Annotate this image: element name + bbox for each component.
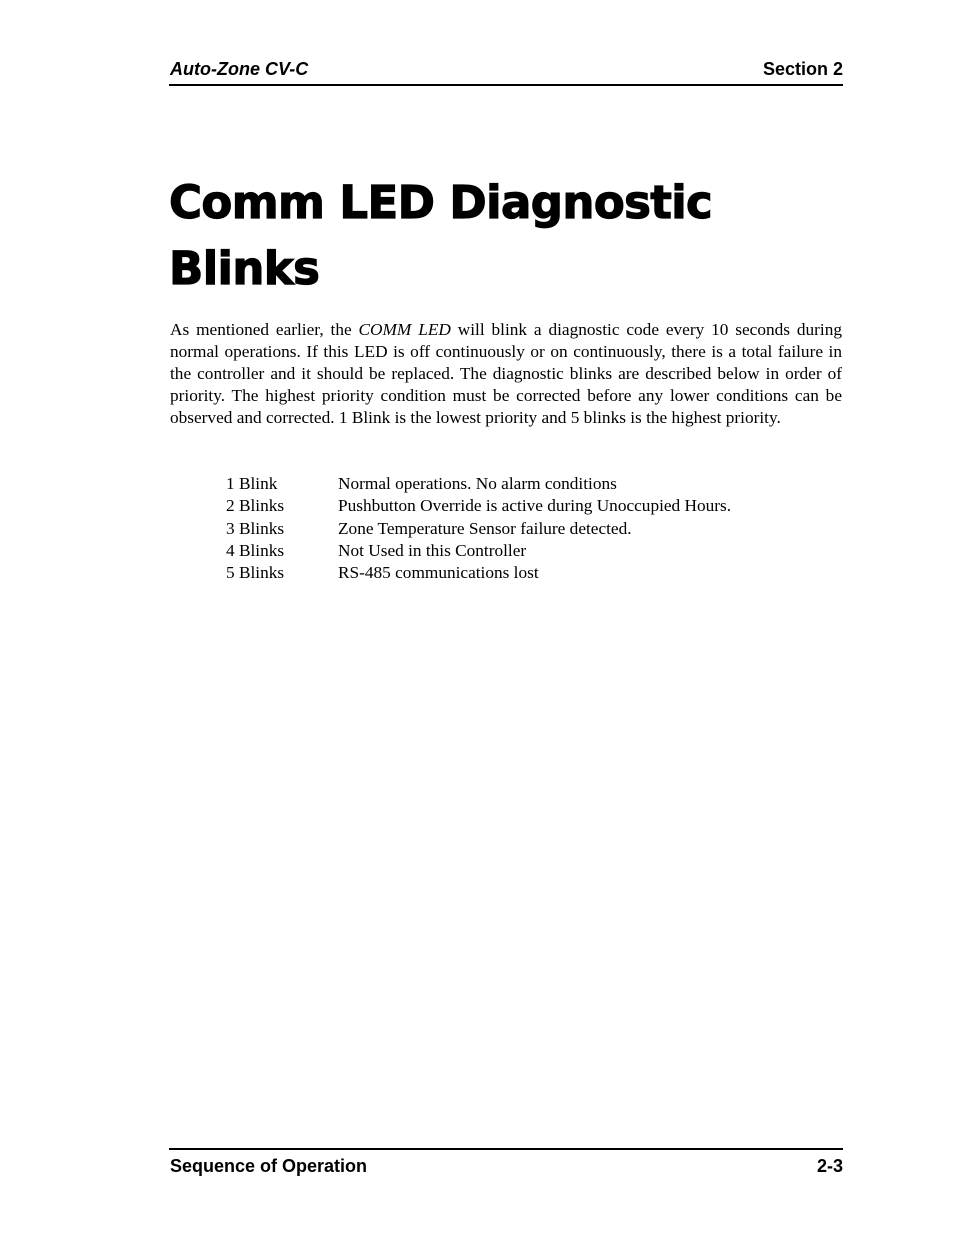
- blink-code-list: [226, 473, 846, 584]
- header-document-title: Auto-Zone CV-C: [170, 59, 309, 79]
- footer-chapter-title: Sequence of Operation: [170, 1156, 368, 1176]
- header-section-label: Section 2: [762, 59, 843, 79]
- page-footer: [169, 1148, 843, 1176]
- blink-description: Normal operations. No alarm conditions: [338, 474, 617, 493]
- blink-count: 4 Blinks: [226, 540, 285, 560]
- blink-description: Pushbutton Override is active during Unoccupied Hours.: [338, 496, 732, 516]
- intro-text-start: As mentioned earlier, the: [170, 320, 359, 339]
- blink-description: RS-485 communications lost: [338, 563, 539, 583]
- blink-count: 1 Blink: [226, 474, 278, 493]
- blink-code-row: [226, 473, 846, 495]
- page-header: [169, 58, 843, 86]
- blink-count: 5 Blinks: [226, 563, 285, 583]
- blink-count: 3 Blinks: [226, 518, 285, 538]
- intro-text-rest: will blink a diagnostic code every 10 seconds during normal operations. If this LED is off continuously or on continuously, there is a total failure in the controller and it should be replaced. The diagnostic blinks are described below in order of priority. The highest priority condition must be corrected before any lower conditions can be observed and corrected. 1 Blink is the lowest priority and 5 blinks is the highest priority.: [170, 320, 842, 427]
- blink-code-row: [226, 518, 846, 540]
- page-number: 2-3: [816, 1156, 843, 1176]
- blink-description: Not Used in this Controller: [338, 540, 527, 560]
- blink-code-row: [226, 495, 846, 517]
- intro-paragraph: [170, 319, 842, 429]
- blink-code-row: [226, 562, 846, 584]
- page-title: Comm LED Diagnostic Blinks: [169, 176, 713, 295]
- comm-led-term: COMM LED: [358, 320, 451, 339]
- blink-description: Zone Temperature Sensor failure detected.: [338, 518, 632, 538]
- blink-count: 2 Blinks: [226, 496, 285, 516]
- blink-code-row: [226, 540, 846, 562]
